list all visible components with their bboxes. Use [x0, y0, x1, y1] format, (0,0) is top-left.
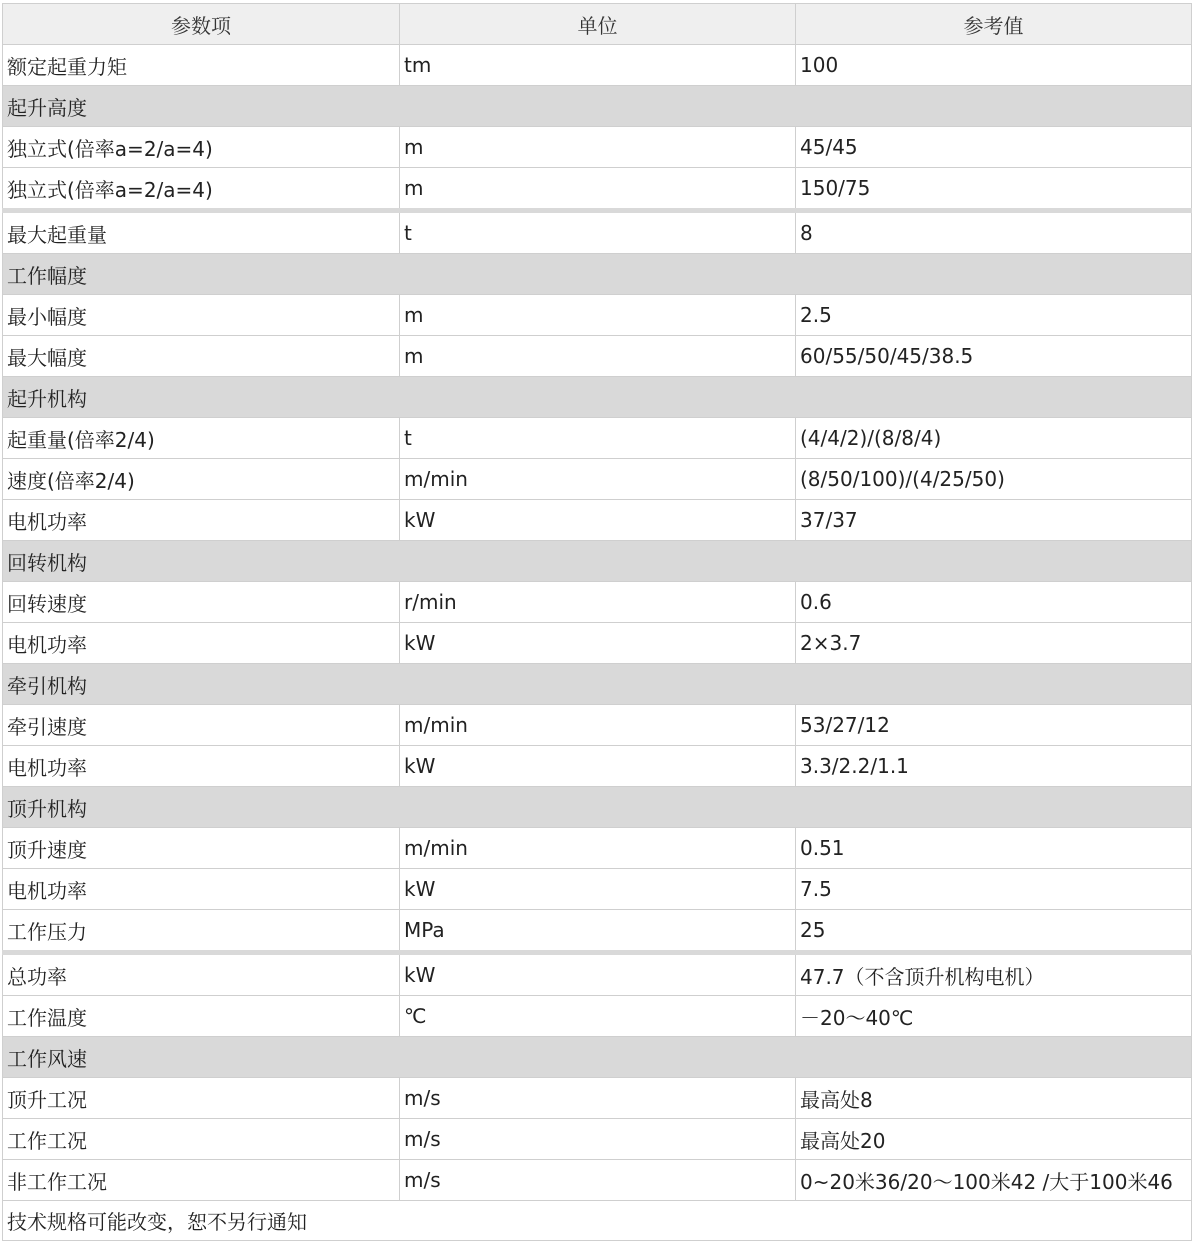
unit-cell: kW	[400, 623, 796, 664]
value-cell: 60/55/50/45/38.5	[796, 336, 1192, 377]
section-label: 工作幅度	[3, 254, 1192, 295]
param-cell: 牵引速度	[3, 705, 400, 746]
table-header	[3, 4, 1192, 45]
header-unit: 单位	[400, 4, 796, 45]
unit-cell: ℃	[400, 996, 796, 1037]
param-cell: 最大起重量	[3, 211, 400, 254]
param-cell: 最小幅度	[3, 295, 400, 336]
table-row	[3, 45, 1192, 86]
table-row	[3, 336, 1192, 377]
section-row	[3, 377, 1192, 418]
unit-cell: tm	[400, 45, 796, 86]
unit-cell: kW	[400, 869, 796, 910]
value-cell: 2.5	[796, 295, 1192, 336]
value-cell: (4/4/2)/(8/8/4)	[796, 418, 1192, 459]
unit-cell: MPa	[400, 910, 796, 953]
section-label: 起升机构	[3, 377, 1192, 418]
param-cell: 总功率	[3, 953, 400, 996]
table-row	[3, 459, 1192, 500]
param-cell: 电机功率	[3, 500, 400, 541]
note-text: 技术规格可能改变，恕不另行通知	[3, 1201, 1192, 1241]
unit-cell: m/min	[400, 828, 796, 869]
table-row	[3, 582, 1192, 623]
param-cell: 独立式(倍率a=2/a=4)	[3, 168, 400, 211]
value-cell: 0.51	[796, 828, 1192, 869]
unit-cell: m/s	[400, 1160, 796, 1201]
table-row	[3, 1078, 1192, 1119]
spec-table	[2, 3, 1192, 1241]
table-row	[3, 1160, 1192, 1201]
param-cell: 电机功率	[3, 869, 400, 910]
section-label: 起升高度	[3, 86, 1192, 127]
table-row	[3, 295, 1192, 336]
param-cell: 工作温度	[3, 996, 400, 1037]
table-row	[3, 869, 1192, 910]
unit-cell: m	[400, 127, 796, 168]
param-cell: 回转速度	[3, 582, 400, 623]
param-cell: 速度(倍率2/4)	[3, 459, 400, 500]
table-row	[3, 996, 1192, 1037]
unit-cell: kW	[400, 953, 796, 996]
table-row	[3, 1119, 1192, 1160]
param-cell: 额定起重力矩	[3, 45, 400, 86]
table-row	[3, 746, 1192, 787]
table-row	[3, 705, 1192, 746]
value-cell: 53/27/12	[796, 705, 1192, 746]
value-cell: 150/75	[796, 168, 1192, 211]
section-row	[3, 664, 1192, 705]
unit-cell: m	[400, 336, 796, 377]
param-cell: 起重量(倍率2/4)	[3, 418, 400, 459]
unit-cell: m	[400, 295, 796, 336]
unit-cell: m/s	[400, 1078, 796, 1119]
table-body	[3, 45, 1192, 1201]
param-cell: 独立式(倍率a=2/a=4)	[3, 127, 400, 168]
section-label: 牵引机构	[3, 664, 1192, 705]
unit-cell: m	[400, 168, 796, 211]
header-row	[3, 4, 1192, 45]
value-cell: 2×3.7	[796, 623, 1192, 664]
param-cell: 电机功率	[3, 746, 400, 787]
section-row	[3, 541, 1192, 582]
value-cell: 最高处20	[796, 1119, 1192, 1160]
table-row	[3, 127, 1192, 168]
value-cell: 0.6	[796, 582, 1192, 623]
section-row	[3, 86, 1192, 127]
table-row	[3, 623, 1192, 664]
value-cell: 45/45	[796, 127, 1192, 168]
section-label: 工作风速	[3, 1037, 1192, 1078]
value-cell: 3.3/2.2/1.1	[796, 746, 1192, 787]
table-footer	[3, 1201, 1192, 1241]
unit-cell: t	[400, 211, 796, 254]
value-cell: (8/50/100)/(4/25/50)	[796, 459, 1192, 500]
value-cell: 25	[796, 910, 1192, 953]
value-cell: 0~20米36/20～100米42 /大于100米46	[796, 1160, 1192, 1201]
unit-cell: kW	[400, 746, 796, 787]
unit-cell: m/s	[400, 1119, 796, 1160]
section-row	[3, 1037, 1192, 1078]
value-cell: 8	[796, 211, 1192, 254]
param-cell: 工作工况	[3, 1119, 400, 1160]
section-row	[3, 254, 1192, 295]
unit-cell: m/min	[400, 705, 796, 746]
param-cell: 非工作工况	[3, 1160, 400, 1201]
param-cell: 电机功率	[3, 623, 400, 664]
param-cell: 顶升速度	[3, 828, 400, 869]
header-value: 参考值	[796, 4, 1192, 45]
table-row	[3, 953, 1192, 996]
unit-cell: t	[400, 418, 796, 459]
table-row	[3, 418, 1192, 459]
param-cell: 工作压力	[3, 910, 400, 953]
value-cell: －20～40℃	[796, 996, 1192, 1037]
value-cell: 37/37	[796, 500, 1192, 541]
value-cell: 7.5	[796, 869, 1192, 910]
value-cell: 47.7（不含顶升机构电机）	[796, 953, 1192, 996]
section-label: 回转机构	[3, 541, 1192, 582]
section-row	[3, 787, 1192, 828]
table-row	[3, 910, 1192, 953]
section-label: 顶升机构	[3, 787, 1192, 828]
header-param: 参数项	[3, 4, 400, 45]
param-cell: 最大幅度	[3, 336, 400, 377]
unit-cell: kW	[400, 500, 796, 541]
param-cell: 顶升工况	[3, 1078, 400, 1119]
table-row	[3, 211, 1192, 254]
table-row	[3, 500, 1192, 541]
unit-cell: r/min	[400, 582, 796, 623]
value-cell: 最高处8	[796, 1078, 1192, 1119]
unit-cell: m/min	[400, 459, 796, 500]
note-row	[3, 1201, 1192, 1241]
value-cell: 100	[796, 45, 1192, 86]
table-row	[3, 828, 1192, 869]
table-row	[3, 168, 1192, 211]
